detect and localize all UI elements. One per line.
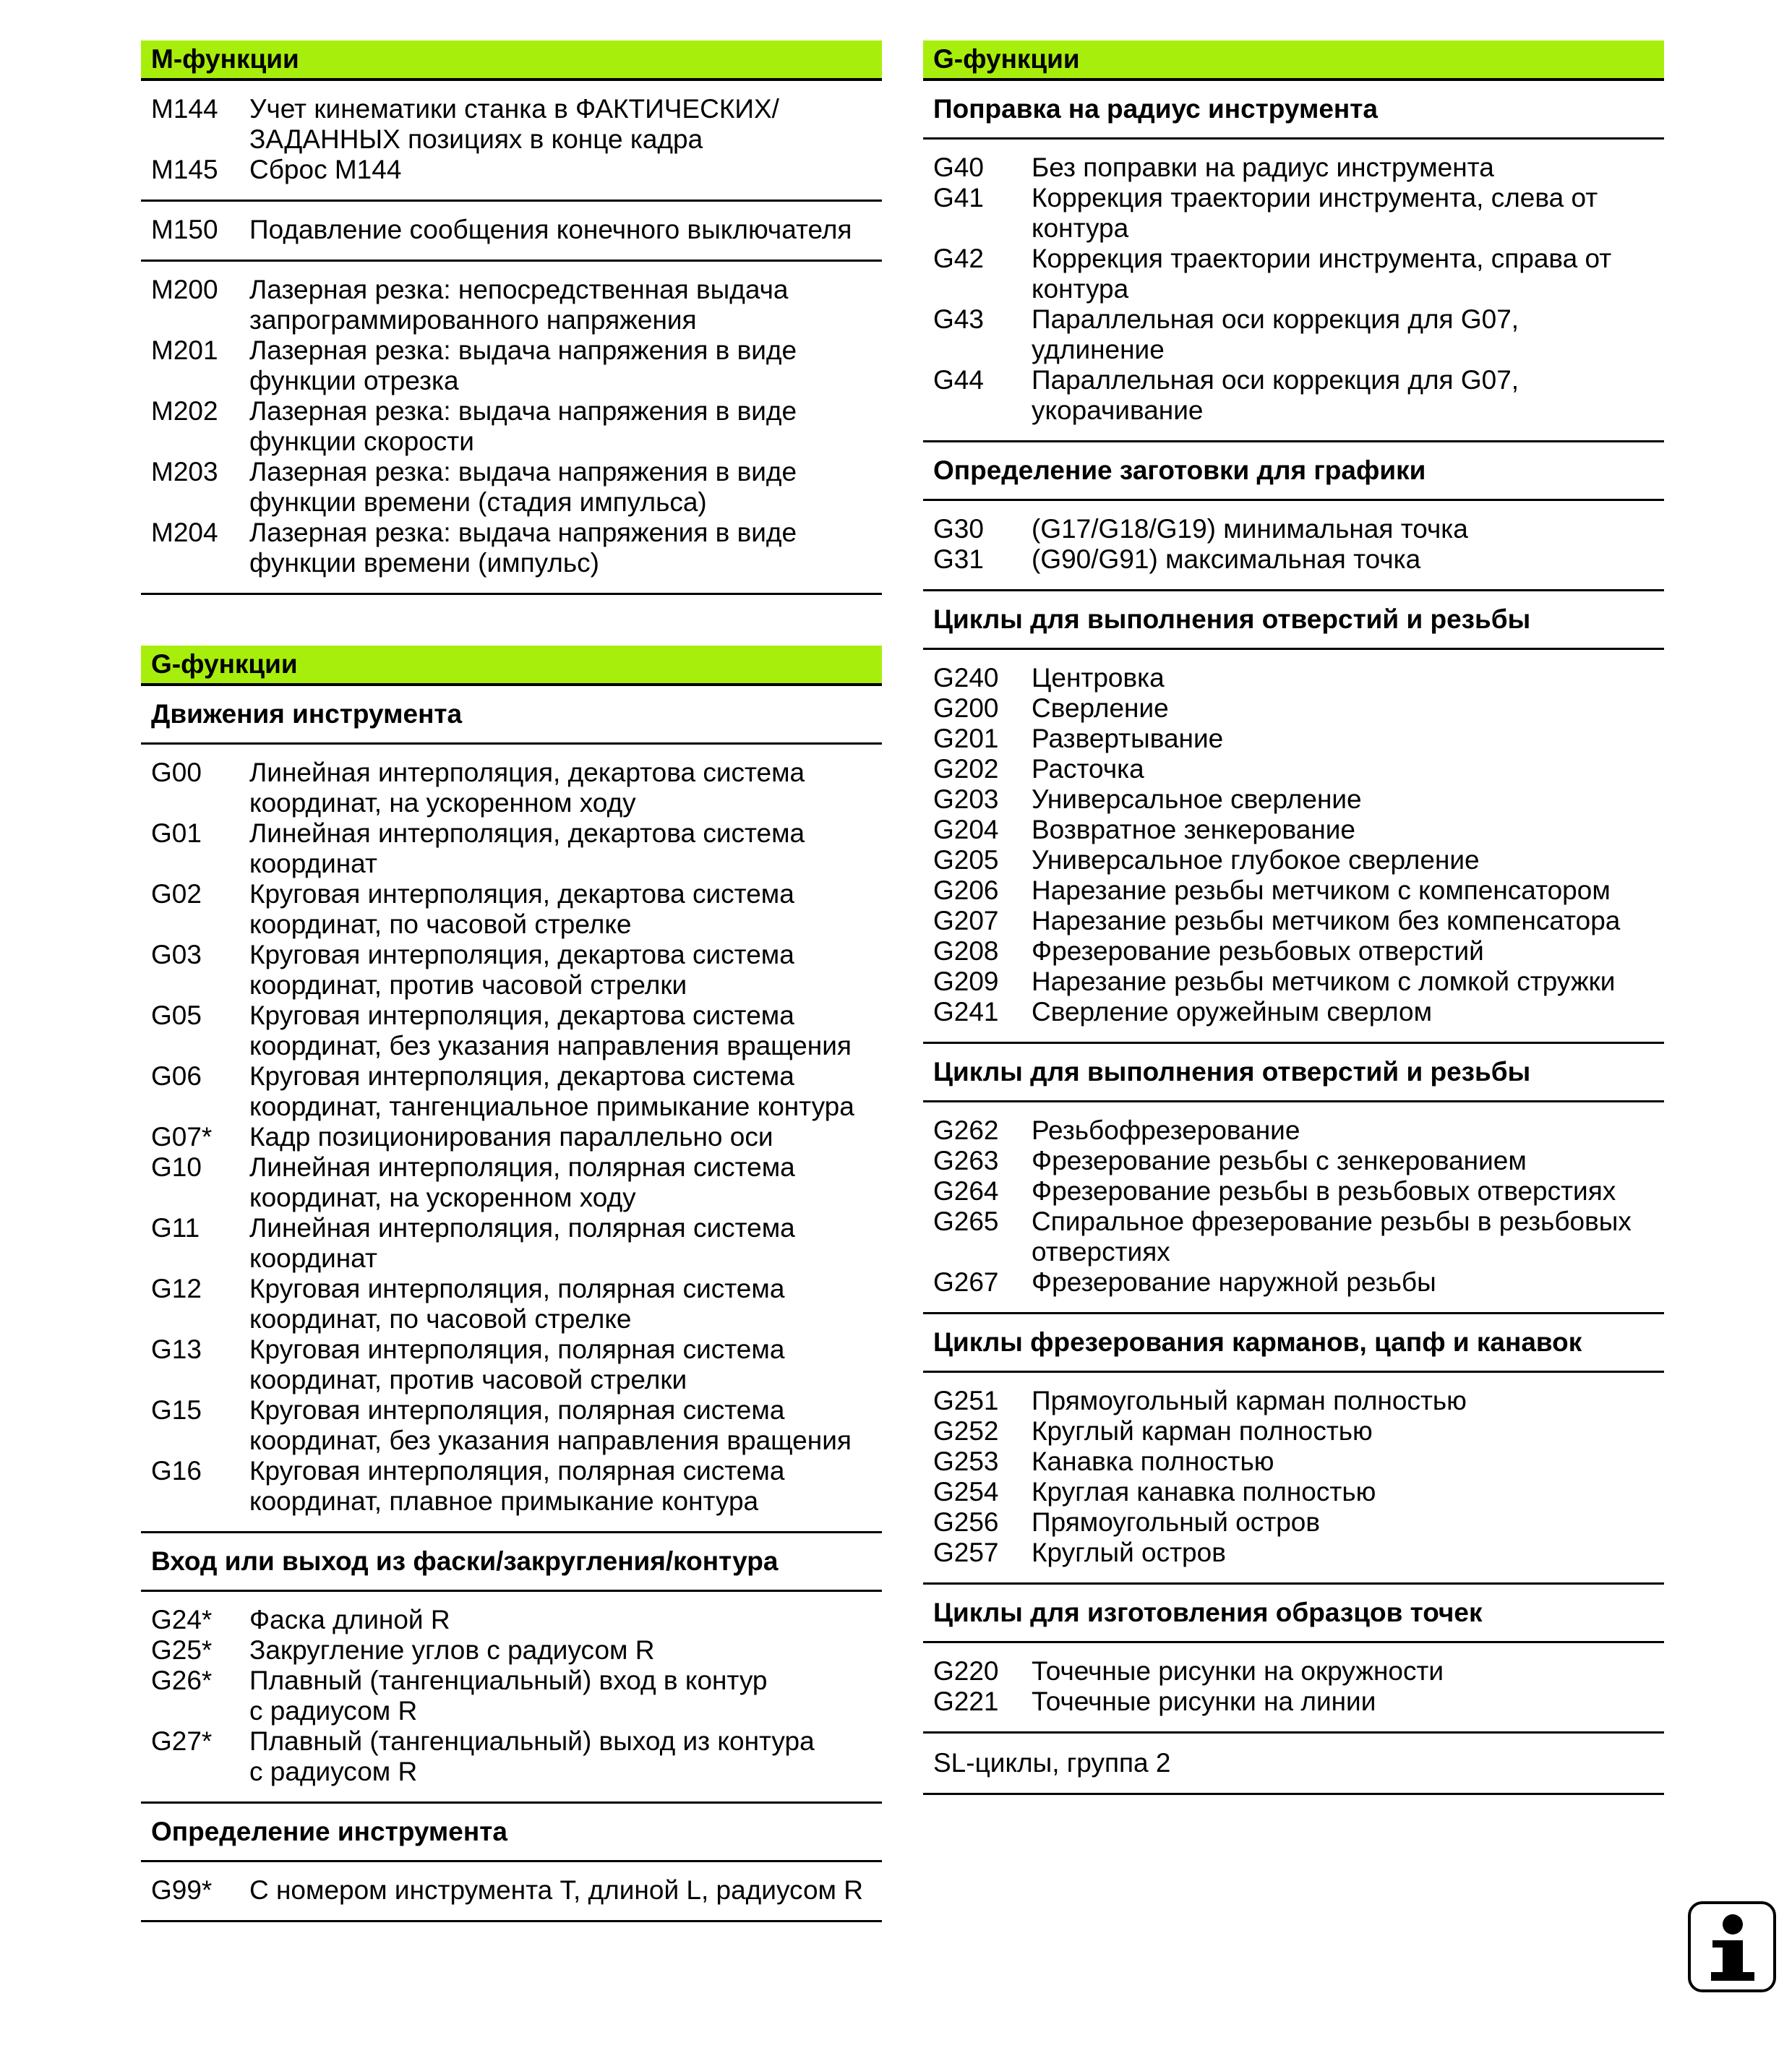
function-description: Линейная интерполяция, полярная система координат, на ускоренном ходу	[249, 1152, 795, 1212]
function-code: G262	[933, 1115, 999, 1145]
function-code: G208	[933, 936, 999, 966]
function-row	[923, 693, 1664, 724]
g-functions-list-left	[141, 686, 882, 1922]
function-code: G44	[933, 365, 984, 395]
function-code: G06	[151, 1061, 202, 1091]
section-subheading: Определение инструмента	[141, 1804, 882, 1862]
function-code: G02	[151, 879, 202, 909]
function-row	[923, 1267, 1664, 1298]
function-row	[923, 845, 1664, 875]
function-group	[141, 1862, 882, 1922]
function-description: Нарезание резьбы метчиком с компенсатором	[1032, 875, 1611, 905]
function-row	[923, 514, 1664, 544]
function-code: G00	[151, 758, 202, 787]
function-code: G251	[933, 1386, 999, 1415]
function-description: Лазерная резка: выдача напряжения в виде функции отрезка	[249, 335, 797, 395]
function-description: Универсальное сверление	[1032, 784, 1362, 814]
function-description: Сверление оружейным сверлом	[1032, 997, 1433, 1027]
section-subheading: Циклы фрезерования карманов, цапф и канавок	[923, 1314, 1664, 1373]
function-row	[923, 1687, 1664, 1717]
function-description: Круговая интерполяция, декартова система координат, по часовой стрелке	[249, 879, 794, 939]
function-group	[141, 81, 882, 202]
function-row	[141, 1213, 882, 1274]
function-row	[923, 815, 1664, 845]
m-functions-list	[141, 81, 882, 595]
function-row	[923, 1207, 1664, 1267]
function-row	[923, 1146, 1664, 1176]
function-description: Резьбофрезерование	[1032, 1115, 1300, 1145]
function-description: Круговая интерполяция, полярная система координат, против часовой стрелки	[249, 1334, 785, 1394]
function-code: G203	[933, 784, 999, 814]
function-description: С номером инструмента T, длиной L, радиусом R	[249, 1875, 863, 1905]
function-code: G204	[933, 815, 999, 844]
right-column	[923, 40, 1664, 1795]
function-description: Центровка	[1032, 663, 1165, 693]
function-description: Сверление	[1032, 693, 1169, 723]
function-row	[923, 244, 1664, 304]
function-code: G209	[933, 967, 999, 996]
function-row	[141, 1152, 882, 1213]
function-code: G220	[933, 1656, 999, 1686]
function-description: Без поправки на радиус инструмента	[1032, 153, 1494, 182]
function-code: G256	[933, 1507, 999, 1537]
function-row	[923, 875, 1664, 906]
function-row	[923, 663, 1664, 693]
function-description: Фрезерование резьбы в резьбовых отверстиях	[1032, 1176, 1616, 1206]
function-description: Линейная интерполяция, декартова система координат, на ускоренном ходу	[249, 758, 805, 818]
function-row	[923, 544, 1664, 575]
function-description: Лазерная резка: выдача напряжения в виде функции времени (импульс)	[249, 518, 797, 578]
g-functions-header-left: G-функции	[141, 646, 882, 686]
function-code: G10	[151, 1152, 202, 1182]
function-description: Возвратное зенкерование	[1032, 815, 1356, 844]
function-row	[141, 1635, 882, 1666]
function-code: M201	[151, 335, 218, 365]
function-code: G205	[933, 845, 999, 875]
function-description: Лазерная резка: выдача напряжения в виде функции времени (стадия импульса)	[249, 457, 797, 517]
function-description: Линейная интерполяция, полярная система координат	[249, 1213, 795, 1273]
function-description: Круглая канавка полностью	[1032, 1477, 1376, 1507]
function-row	[923, 153, 1664, 183]
function-row	[141, 1875, 882, 1906]
function-code: G07*	[151, 1122, 213, 1152]
function-description: Кадр позиционирования параллельно оси	[249, 1122, 773, 1152]
g-functions-list-right	[923, 81, 1664, 1734]
function-row	[141, 1666, 882, 1726]
function-code: G240	[933, 663, 999, 693]
function-code: G03	[151, 940, 202, 969]
function-code: G253	[933, 1447, 999, 1476]
function-description: Прямоугольный карман полностью	[1032, 1386, 1467, 1415]
function-row	[923, 967, 1664, 997]
function-description: Круговая интерполяция, декартова система координат, без указания направления вращения	[249, 1001, 852, 1061]
function-description: (G90/G91) максимальная точка	[1032, 544, 1421, 574]
section-subheading: Циклы для выполнения отверстий и резьбы	[923, 1044, 1664, 1102]
function-row	[141, 758, 882, 818]
function-description: Прямоугольный остров	[1032, 1507, 1321, 1537]
section-subheading: Циклы для выполнения отверстий и резьбы	[923, 591, 1664, 650]
function-description: Фаска длиной R	[249, 1605, 450, 1634]
function-description: Точечные рисунки на линии	[1032, 1687, 1376, 1716]
function-code: G31	[933, 544, 984, 574]
m-functions-header: M-функции	[141, 40, 882, 81]
function-group	[923, 501, 1664, 591]
function-description: Фрезерование резьбовых отверстий	[1032, 936, 1484, 966]
function-description: Параллельная оси коррекция для G07, удлинение	[1032, 304, 1519, 364]
function-code: G254	[933, 1477, 999, 1507]
function-row	[141, 1061, 882, 1122]
function-row	[141, 94, 882, 155]
function-description: Расточка	[1032, 754, 1144, 784]
function-row	[141, 275, 882, 335]
function-row	[923, 183, 1664, 244]
function-group	[923, 1102, 1664, 1314]
function-row	[141, 155, 882, 185]
function-description: Нарезание резьбы метчиком без компенсатора	[1032, 906, 1621, 935]
function-description: Закругление углов с радиусом R	[249, 1635, 655, 1665]
section-subheading: Движения инструмента	[141, 686, 882, 745]
function-row	[923, 784, 1664, 815]
function-code: M144	[151, 94, 218, 124]
function-description: Круговая интерполяция, декартова система координат, против часовой стрелки	[249, 940, 794, 1000]
function-group	[923, 140, 1664, 442]
function-group	[141, 202, 882, 262]
function-code: G241	[933, 997, 999, 1027]
function-description: Круговая интерполяция, полярная система координат, по часовой стрелке	[249, 1274, 785, 1334]
function-code: G201	[933, 724, 999, 753]
function-description: Фрезерование наружной резьбы	[1032, 1267, 1436, 1297]
function-description: Параллельная оси коррекция для G07, укорачивание	[1032, 365, 1519, 425]
function-description: Круглый карман полностью	[1032, 1416, 1373, 1446]
function-description: Плавный (тангенциальный) вход в контур с радиусом R	[249, 1666, 768, 1726]
function-code: G27*	[151, 1726, 213, 1756]
function-code: M203	[151, 457, 218, 487]
function-description: Лазерная резка: непосредственная выдача запрограммированного напряжения	[249, 275, 789, 335]
function-description: Сброс M144	[249, 155, 402, 184]
function-code: G265	[933, 1207, 999, 1236]
function-code: G263	[933, 1146, 999, 1175]
function-code: G05	[151, 1001, 202, 1030]
function-row	[923, 1477, 1664, 1507]
function-description: Круговая интерполяция, декартова система координат, тангенциальное примыкание контура	[249, 1061, 854, 1121]
function-row	[141, 518, 882, 578]
function-code: G206	[933, 875, 999, 905]
info-icon[interactable]	[1688, 1901, 1776, 1992]
function-code: M145	[151, 155, 218, 184]
function-description: Спиральное фрезерование резьбы в резьбовых отверстиях	[1032, 1207, 1632, 1267]
function-description: Круглый остров	[1032, 1538, 1226, 1567]
function-code: G43	[933, 304, 984, 334]
function-description: (G17/G18/G19) минимальная точка	[1032, 514, 1468, 544]
function-row	[923, 906, 1664, 936]
function-code: G267	[933, 1267, 999, 1297]
function-code: M204	[151, 518, 218, 547]
function-code: M200	[151, 275, 218, 304]
function-description: Коррекция траектории инструмента, справа от контура	[1032, 244, 1612, 304]
function-row	[141, 215, 882, 245]
function-description: Нарезание резьбы метчиком с ломкой стружки	[1032, 967, 1616, 996]
function-code: M150	[151, 215, 218, 244]
function-description: Развертывание	[1032, 724, 1224, 753]
function-row	[923, 304, 1664, 365]
function-code: G207	[933, 906, 999, 935]
function-code: G12	[151, 1274, 202, 1303]
function-code: G11	[151, 1213, 200, 1243]
function-description: Круговая интерполяция, полярная система координат, плавное примыкание контура	[249, 1456, 785, 1516]
function-code: G252	[933, 1416, 999, 1446]
function-code: G01	[151, 818, 202, 848]
section-subheading: Циклы для изготовления образцов точек	[923, 1585, 1664, 1643]
sl-cycles-label: SL-циклы, группа 2	[923, 1734, 1664, 1795]
function-row	[923, 997, 1664, 1027]
function-row	[141, 1334, 882, 1395]
section-subheading: Определение заготовки для графики	[923, 442, 1664, 501]
g-functions-header-right: G-функции	[923, 40, 1664, 81]
function-row	[923, 1386, 1664, 1416]
function-description: Фрезерование резьбы с зенкерованием	[1032, 1146, 1527, 1175]
function-group	[923, 1643, 1664, 1734]
function-row	[141, 1605, 882, 1635]
function-code: G26*	[151, 1666, 213, 1695]
function-group	[141, 745, 882, 1533]
function-group	[923, 1373, 1664, 1585]
function-description: Точечные рисунки на окружности	[1032, 1656, 1444, 1686]
function-code: G41	[933, 183, 984, 213]
function-row	[923, 754, 1664, 784]
function-description: Плавный (тангенциальный) выход из контура с радиусом R	[249, 1726, 815, 1786]
function-group	[141, 1592, 882, 1804]
function-code: G99*	[151, 1875, 213, 1905]
function-row	[141, 879, 882, 940]
function-code: G40	[933, 153, 984, 182]
function-code: G257	[933, 1538, 999, 1567]
function-row	[141, 1395, 882, 1456]
function-group	[923, 650, 1664, 1044]
function-code: G24*	[151, 1605, 213, 1634]
function-row	[141, 1456, 882, 1517]
function-row	[141, 457, 882, 518]
function-row	[923, 1416, 1664, 1447]
function-code: G16	[151, 1456, 202, 1486]
function-description: Круговая интерполяция, полярная система координат, без указания направления вращения	[249, 1395, 852, 1455]
function-code: G202	[933, 754, 999, 784]
function-code: M202	[151, 396, 218, 426]
function-row	[923, 1656, 1664, 1687]
function-code: G42	[933, 244, 984, 273]
function-code: G30	[933, 514, 984, 544]
function-row	[141, 396, 882, 457]
function-description: Канавка полностью	[1032, 1447, 1274, 1476]
function-code: G25*	[151, 1635, 213, 1665]
function-row	[141, 335, 882, 396]
function-group	[141, 262, 882, 595]
function-row	[141, 1726, 882, 1787]
function-code: G13	[151, 1334, 202, 1364]
function-code: G15	[151, 1395, 202, 1425]
function-description: Учет кинематики станка в ФАКТИЧЕСКИХ/ ЗАДАННЫХ позициях в конце кадра	[249, 94, 779, 154]
function-code: G221	[933, 1687, 999, 1716]
function-row	[923, 1176, 1664, 1207]
function-description: Линейная интерполяция, декартова система координат	[249, 818, 805, 878]
section-subheading: Вход или выход из фаски/закругления/контура	[141, 1533, 882, 1592]
left-column	[141, 40, 882, 1922]
function-row	[141, 940, 882, 1001]
function-row	[141, 818, 882, 879]
function-row	[923, 1115, 1664, 1146]
function-row	[141, 1122, 882, 1152]
function-row	[923, 1507, 1664, 1538]
function-code: G264	[933, 1176, 999, 1206]
function-row	[923, 365, 1664, 426]
function-description: Универсальное глубокое сверление	[1032, 845, 1480, 875]
function-row	[923, 1447, 1664, 1477]
function-description: Подавление сообщения конечного выключателя	[249, 215, 852, 244]
function-row	[923, 936, 1664, 967]
function-row	[141, 1274, 882, 1334]
function-row	[923, 724, 1664, 754]
function-code: G200	[933, 693, 999, 723]
function-row	[141, 1001, 882, 1061]
function-description: Коррекция траектории инструмента, слева от контура	[1032, 183, 1598, 243]
function-row	[923, 1538, 1664, 1568]
function-description: Лазерная резка: выдача напряжения в виде функции скорости	[249, 396, 797, 456]
section-subheading: Поправка на радиус инструмента	[923, 81, 1664, 140]
